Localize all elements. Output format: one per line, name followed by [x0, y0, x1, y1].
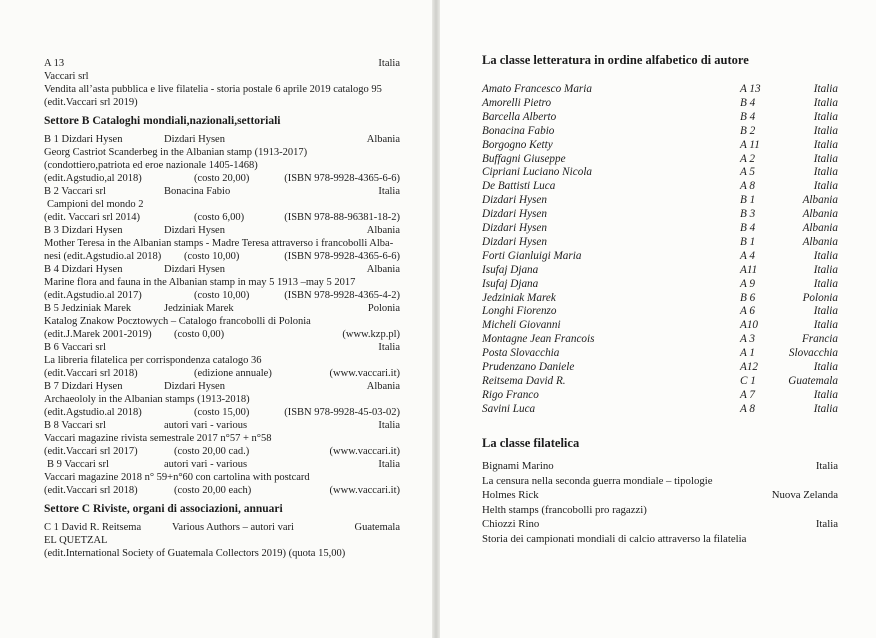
author-row — [482, 249, 838, 263]
entry-edition: nesi (edit.Agstudio.al 2018) — [44, 251, 162, 262]
entry-b8-header — [44, 419, 400, 432]
entry-code-author: B 8 Vaccari srl — [44, 420, 106, 431]
author-country: Italia — [813, 124, 838, 137]
entry-b6-header — [44, 341, 400, 354]
entry-code-author: B 4 Dizdari Hysen — [44, 264, 123, 275]
entry-cost: (costo 0,00) — [174, 329, 225, 340]
author-name: Amorelli Pietro — [482, 96, 552, 109]
entry-edition: (edit. Vaccari srl 2014) — [44, 212, 141, 223]
filatelica-entry-header — [482, 459, 838, 473]
author-row — [482, 304, 838, 318]
filatelica-author: Holmes Rick — [482, 489, 539, 501]
author-name: Amato Francesco Maria — [482, 83, 592, 95]
author-row — [482, 318, 838, 332]
entry-isbn: (ISBN 978-9928-4365-4-2) — [284, 290, 400, 301]
author-code: A 9 — [740, 277, 756, 290]
author-row — [482, 277, 838, 291]
author-code: A10 — [740, 319, 759, 332]
author-country: Italia — [813, 96, 838, 109]
author-name: Buffagni Giuseppe — [482, 152, 566, 165]
entry-url: (www.vaccari.it) — [329, 446, 400, 457]
entry-country: Guatemala — [354, 522, 400, 533]
entry-b7-header — [44, 380, 400, 393]
entry-editor: Bonacina Fabio — [164, 186, 231, 197]
author-country: Guatemala — [788, 374, 838, 387]
author-name: Bonacina Fabio — [482, 124, 555, 137]
entry-cost: (costo 6,00) — [194, 212, 245, 223]
author-code: A 8 — [740, 180, 756, 193]
filatelica-country: Italia — [815, 518, 838, 530]
author-country: Italia — [813, 361, 838, 373]
entry-title: Campioni del mondo 2 — [47, 199, 144, 210]
entry-isbn: (ISBN 978-9928-4365-6-6) — [284, 173, 400, 184]
entry-country: Italia — [378, 58, 400, 69]
entry-country: Albania — [366, 225, 400, 236]
section-c-heading: Settore C Riviste, organi di associazioni, annuari — [44, 503, 283, 515]
entry-b9-meta — [44, 484, 400, 497]
author-country: Francia — [801, 333, 838, 346]
author-country: Albania — [802, 194, 838, 207]
entry-code-author: B 2 Vaccari srl — [44, 186, 106, 197]
author-code: A 4 — [740, 249, 756, 262]
entry-b5-title: Katalog Znakow Pocztowych – Catalogo francobolli di Polonia — [44, 316, 311, 327]
entry-country: Italia — [378, 459, 400, 470]
entry-editor: autori vari - various — [164, 420, 248, 431]
page-gutter — [432, 0, 440, 638]
entry-editor: Dizdari Hysen — [164, 381, 225, 392]
author-country: Albania — [802, 235, 838, 248]
entry-b3-meta — [44, 250, 400, 263]
author-country: Italia — [813, 277, 838, 290]
author-row — [482, 193, 838, 207]
author-code: A 8 — [740, 402, 756, 415]
author-row — [482, 235, 838, 249]
author-row — [482, 152, 838, 166]
entry-code-author: B 9 Vaccari srl — [47, 459, 109, 470]
author-code: A 5 — [740, 166, 756, 179]
entry-b1-meta — [44, 172, 400, 185]
entry-a13-edition: (edit.Vaccari srl 2019) — [44, 97, 138, 108]
author-country: Italia — [813, 388, 838, 401]
entry-c1-edition: (edit.International Society of Guatemala Collectors 2019) (quota 15,00) — [44, 548, 346, 559]
filatelica-heading: La classe filatelica — [482, 436, 580, 450]
author-country: Polonia — [802, 291, 838, 304]
author-code: B 4 — [740, 222, 756, 234]
letteratura-heading: La classe letteratura in ordine alfabetico di autore — [482, 53, 749, 67]
author-country: Italia — [813, 166, 838, 179]
entry-cost: (costo 20,00 cad.) — [174, 446, 250, 457]
entry-code-author: B 6 Vaccari srl — [44, 342, 106, 353]
author-country: Italia — [813, 249, 838, 262]
entry-edition: (edit.Vaccari srl 2018) — [44, 485, 138, 496]
author-code: A 2 — [740, 152, 756, 165]
entry-b7-meta — [44, 406, 400, 419]
entry-cost: (costo 15,00) — [194, 407, 250, 418]
author-code: B 4 — [740, 96, 756, 109]
author-country: Italia — [813, 402, 838, 415]
author-code: B 6 — [740, 291, 756, 304]
entry-editor: Various Authors – autori vari — [172, 522, 294, 533]
author-name: Micheli Giovanni — [482, 319, 561, 332]
author-code: A 1 — [740, 347, 756, 360]
filatelica-title: La censura nella seconda guerra mondiale – tipologie — [482, 474, 713, 487]
entry-b5-header — [44, 302, 400, 315]
author-name: Savini Luca — [482, 402, 536, 415]
filatelica-country: Italia — [815, 460, 838, 472]
entry-edition: (edit.Vaccari srl 2017) — [44, 446, 138, 457]
author-name: Dizdari Hysen — [482, 235, 547, 248]
author-name: Cipriani Luciano Nicola — [482, 166, 593, 179]
entry-url: (www.kzp.pl) — [342, 329, 400, 340]
author-row — [482, 402, 838, 416]
entry-b1-title: Georg Castriot Scanderbeg in the Albanian stamp (1913-2017) — [44, 147, 308, 158]
entry-b2-meta — [44, 211, 400, 224]
entry-isbn: (ISBN 978-9928-4365-6-6) — [284, 251, 400, 262]
filatelica-entry-header — [482, 517, 838, 531]
author-row — [482, 332, 838, 346]
author-name: Dizdari Hysen — [482, 194, 547, 207]
entry-cost: (costo 20,00 each) — [174, 485, 252, 496]
entry-code-author: B 7 Dizdari Hysen — [44, 381, 123, 392]
author-code: C 1 — [740, 374, 756, 387]
author-country: Italia — [813, 83, 838, 95]
author-name: Dizdari Hysen — [482, 208, 547, 221]
filatelica-author: Bignami Marino — [482, 460, 554, 472]
entry-a13-publisher: Vaccari srl — [44, 71, 89, 82]
entry-a13-title: Vendita all’asta pubblica e live filatelia - storia postale 6 aprile 2019 catalogo 95 — [44, 84, 382, 95]
author-name: De Battisti Luca — [482, 180, 556, 193]
author-code: B 2 — [740, 124, 756, 137]
entry-b3-title: Mother Teresa in the Albanian stamps - Madre Teresa attraverso i francobolli Alba- — [44, 238, 394, 249]
author-row — [482, 207, 838, 221]
author-name: Isufaj Djana — [482, 277, 539, 290]
entry-b6-title: La libreria filatelica per corrispondenza catalogo 36 — [44, 355, 262, 366]
author-country: Italia — [813, 110, 838, 123]
entry-b4-meta — [44, 289, 400, 302]
author-row — [482, 360, 838, 374]
author-row — [482, 291, 838, 305]
entry-editor: Dizdari Hysen — [164, 264, 225, 275]
entry-code: A 13 — [44, 58, 65, 69]
author-name: Forti Gianluigi Maria — [482, 249, 582, 262]
entry-isbn: (ISBN 978-9928-45-03-02) — [284, 407, 400, 418]
entry-b4-title: Marine flora and fauna in the Albanian stamp in may 5 1913 –may 5 2017 — [44, 277, 356, 288]
author-row — [482, 110, 838, 124]
author-name: Montagne Jean Francois — [482, 333, 595, 346]
entry-a13-header — [44, 57, 400, 70]
entry-country: Italia — [378, 186, 400, 197]
entry-editor: Dizdari Hysen — [164, 134, 225, 145]
entry-country: Italia — [378, 342, 400, 353]
author-name: Dizdari Hysen — [482, 222, 547, 234]
author-code: A 6 — [740, 305, 756, 318]
author-code: A 11 — [740, 138, 760, 151]
author-name: Borgogno Ketty — [482, 138, 553, 151]
author-code: B 1 — [740, 194, 756, 207]
author-row — [482, 179, 838, 193]
author-name: Reitsema David R. — [482, 374, 566, 387]
author-country: Italia — [813, 263, 838, 276]
author-row — [482, 82, 838, 96]
filatelica-title: Storia dei campionati mondiali di calcio attraverso la filatelia — [482, 532, 747, 545]
author-country: Italia — [813, 305, 838, 318]
filatelica-country: Nuova Zelanda — [771, 489, 838, 501]
entry-b2-header — [44, 185, 400, 198]
entry-isbn: (ISBN 978-88-96381-18-2) — [284, 212, 400, 223]
entry-cost: (edizione annuale) — [194, 368, 272, 379]
entry-b7-title: Archaeololy in the Albanian stamps (1913-2018) — [44, 394, 250, 405]
author-country: Italia — [813, 152, 838, 165]
author-code: A11 — [740, 263, 758, 276]
author-row — [482, 138, 838, 152]
entry-edition: (edit.Vaccari srl 2018) — [44, 368, 138, 379]
entry-b1-header — [44, 133, 400, 146]
entry-b2-title — [44, 198, 400, 211]
author-row — [482, 96, 838, 110]
entry-editor: autori vari - various — [164, 459, 248, 470]
section-b-heading: Settore B Cataloghi mondiali,nazionali,settoriali — [44, 115, 281, 127]
entry-country: Albania — [366, 264, 400, 275]
author-row — [482, 165, 838, 179]
author-code: A 3 — [740, 333, 756, 346]
entry-code-author: C 1 David R. Reitsema — [44, 522, 142, 533]
entry-b6-meta — [44, 367, 400, 380]
entry-country: Albania — [366, 381, 400, 392]
entry-b5-meta — [44, 328, 400, 341]
entry-edition: (edit.Agstudio.al 2017) — [44, 290, 142, 301]
filatelica-author: Chiozzi Rino — [482, 518, 540, 530]
entry-edition: (edit.Agstudio,al 2018) — [44, 173, 142, 184]
author-row — [482, 346, 838, 360]
entry-code-author: B 3 Dizdari Hysen — [44, 225, 123, 236]
filatelica-title: Helth stamps (francobolli pro ragazzi) — [482, 503, 647, 516]
entry-b8-title: Vaccari magazine rivista semestrale 2017 n°57 + n°58 — [44, 433, 272, 444]
author-row — [482, 263, 838, 277]
entry-country: Polonia — [367, 303, 400, 314]
author-code: A 13 — [740, 83, 761, 95]
entry-b3-header — [44, 224, 400, 237]
author-code: B 3 — [740, 208, 756, 221]
entry-code-author: B 5 Jedziniak Marek — [44, 303, 132, 314]
entry-country: Albania — [366, 134, 400, 145]
author-country: Italia — [813, 319, 838, 332]
author-country: Italia — [813, 180, 838, 193]
entry-edition: (edit.Agstudio.al 2018) — [44, 407, 142, 418]
entry-b4-header — [44, 263, 400, 276]
entry-b1-subtitle: (condottiero,patriota ed eroe nazionale 1405-1468) — [44, 160, 258, 171]
entry-b9-header — [44, 458, 400, 471]
author-country: Albania — [802, 222, 838, 234]
author-country: Albania — [802, 208, 838, 221]
entry-c1-header — [44, 521, 400, 534]
entry-cost: (costo 10,00) — [184, 251, 240, 262]
author-name: Prudenzano Daniele — [482, 361, 575, 373]
filatelica-entry-header — [482, 488, 838, 502]
author-country: Italia — [813, 138, 838, 151]
author-name: Isufaj Djana — [482, 263, 539, 276]
author-name: Rigo Franco — [482, 388, 539, 401]
author-row — [482, 124, 838, 138]
entry-url: (www.vaccari.it) — [329, 485, 400, 496]
entry-code-author: B 1 Dizdari Hysen — [44, 134, 123, 145]
author-name: Jedziniak Marek — [482, 291, 556, 304]
entry-editor: Dizdari Hysen — [164, 225, 225, 236]
author-name: Barcella Alberto — [482, 110, 557, 123]
entry-c1-title: EL QUETZAL — [44, 535, 108, 546]
entry-b9-title: Vaccari magazine 2018 n° 59+n°60 con cartolina with postcard — [44, 472, 310, 483]
author-code: B 1 — [740, 235, 756, 248]
entry-country: Italia — [378, 420, 400, 431]
author-code: B 4 — [740, 110, 756, 123]
entry-cost: (costo 10,00) — [194, 290, 250, 301]
author-row — [482, 221, 838, 235]
entry-cost: (costo 20,00) — [194, 173, 250, 184]
entry-url: (www.vaccari.it) — [329, 368, 400, 379]
author-code: A 7 — [740, 388, 756, 401]
author-name: Longhi Fiorenzo — [482, 305, 557, 318]
author-row — [482, 374, 838, 388]
author-name: Posta Slovacchia — [482, 347, 560, 360]
entry-b8-meta — [44, 445, 400, 458]
author-row — [482, 388, 838, 402]
entry-editor: Jedziniak Marek — [164, 303, 234, 314]
author-country: Slovacchia — [788, 347, 838, 360]
entry-edition: (edit.J.Marek 2001-2019) — [44, 329, 152, 340]
author-code: A12 — [740, 361, 759, 373]
